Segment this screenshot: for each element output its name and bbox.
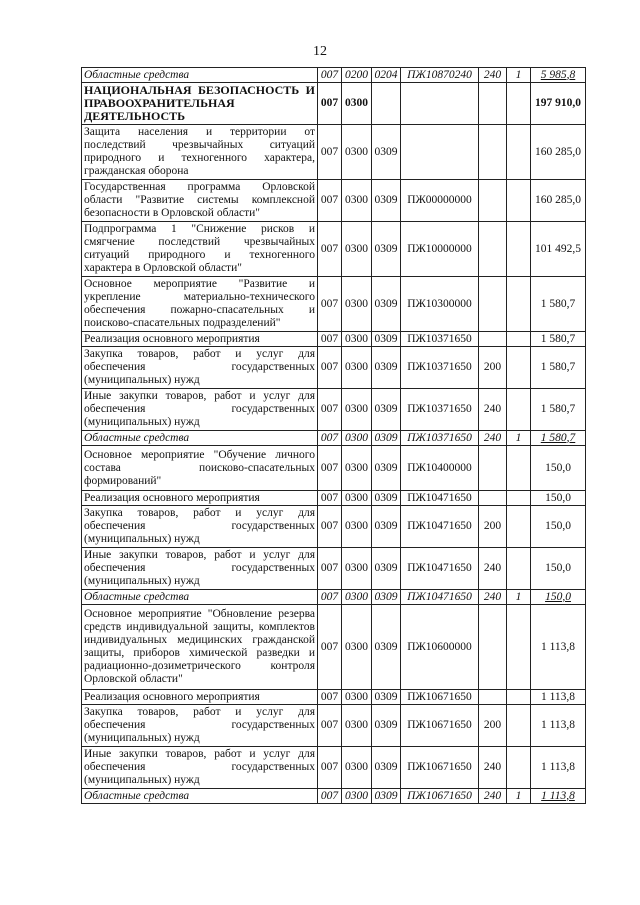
row-department-code: 007 (318, 747, 342, 789)
table-row (82, 789, 586, 804)
row-subsection-code: 0309 (372, 747, 401, 789)
row-expense-type-code (479, 446, 507, 491)
row-department-code: 007 (318, 347, 342, 389)
row-funding-source-code (507, 747, 531, 789)
row-expense-type-code: 240 (479, 590, 507, 605)
row-section-code: 0300 (342, 222, 372, 277)
row-subsection-code: 0309 (372, 222, 401, 277)
row-funding-source-code (507, 605, 531, 690)
row-department-code: 007 (318, 431, 342, 446)
row-amount: 160 285,0 (531, 125, 586, 180)
row-description: Основное мероприятие "Обучение личного состава поисково-спасательных формирований" (82, 446, 318, 491)
row-target-article-code (401, 83, 479, 125)
row-target-article-code: ПЖ10471650 (401, 548, 479, 590)
row-subsection-code: 0309 (372, 548, 401, 590)
table-row (82, 68, 586, 83)
row-subsection-code: 0309 (372, 389, 401, 431)
table-row (82, 605, 586, 690)
row-department-code: 007 (318, 548, 342, 590)
row-subsection-code: 0309 (372, 180, 401, 222)
row-section-code: 0300 (342, 347, 372, 389)
row-description: Закупка товаров, работ и услуг для обеспечения государственных (муниципальных) нужд (82, 705, 318, 747)
row-description: Государственная программа Орловской области "Развитие системы комплексной безопасности в Орловской области" (82, 180, 318, 222)
row-funding-source-code (507, 389, 531, 431)
row-funding-source-code (507, 222, 531, 277)
row-expense-type-code (479, 332, 507, 347)
row-expense-type-code: 200 (479, 347, 507, 389)
table-row (82, 548, 586, 590)
row-expense-type-code: 240 (479, 389, 507, 431)
row-subsection-code: 0309 (372, 277, 401, 332)
row-description: Реализация основного мероприятия (82, 491, 318, 506)
row-department-code: 007 (318, 705, 342, 747)
row-amount: 101 492,5 (531, 222, 586, 277)
row-target-article-code: ПЖ10300000 (401, 277, 479, 332)
row-department-code: 007 (318, 590, 342, 605)
row-expense-type-code: 240 (479, 548, 507, 590)
row-amount: 1 580,7 (531, 347, 586, 389)
row-amount-value: 1 580,7 (540, 431, 576, 444)
row-expense-type-code: 200 (479, 705, 507, 747)
row-department-code: 007 (318, 222, 342, 277)
row-funding-source-code (507, 491, 531, 506)
row-amount: 1 113,8 (531, 747, 586, 789)
row-subsection-code: 0309 (372, 590, 401, 605)
table-row (82, 506, 586, 548)
row-description: Реализация основного мероприятия (82, 332, 318, 347)
row-expense-type-code (479, 491, 507, 506)
row-target-article-code: ПЖ10471650 (401, 506, 479, 548)
row-description: Закупка товаров, работ и услуг для обеспечения государственных (муниципальных) нужд (82, 347, 318, 389)
row-funding-source-code: 1 (507, 789, 531, 804)
table-row (82, 83, 586, 125)
row-target-article-code: ПЖ10471650 (401, 491, 479, 506)
row-section-code: 0300 (342, 332, 372, 347)
row-amount (531, 590, 586, 605)
row-amount: 1 113,8 (531, 605, 586, 690)
row-section-code: 0300 (342, 180, 372, 222)
row-section-code: 0300 (342, 506, 372, 548)
row-target-article-code: ПЖ10870240 (401, 68, 479, 83)
row-description: Областные средства (82, 590, 318, 605)
row-subsection-code: 0309 (372, 446, 401, 491)
row-funding-source-code: 1 (507, 590, 531, 605)
row-section-code: 0300 (342, 389, 372, 431)
row-target-article-code: ПЖ10371650 (401, 431, 479, 446)
row-description: Подпрограмма 1 "Снижение рисков и смягчение последствий чрезвычайных ситуаций природного и техногенного характера в Орловской области" (82, 222, 318, 277)
row-section-code: 0300 (342, 590, 372, 605)
row-amount (531, 68, 586, 83)
row-department-code: 007 (318, 446, 342, 491)
row-section-code: 0300 (342, 605, 372, 690)
row-department-code: 007 (318, 125, 342, 180)
row-amount: 1 113,8 (531, 690, 586, 705)
row-department-code: 007 (318, 690, 342, 705)
row-department-code: 007 (318, 789, 342, 804)
row-department-code: 007 (318, 491, 342, 506)
row-target-article-code: ПЖ10400000 (401, 446, 479, 491)
table-row (82, 431, 586, 446)
row-description: Областные средства (82, 789, 318, 804)
row-description: Закупка товаров, работ и услуг для обеспечения государственных (муниципальных) нужд (82, 506, 318, 548)
row-funding-source-code (507, 690, 531, 705)
row-section-code: 0300 (342, 277, 372, 332)
row-target-article-code: ПЖ00000000 (401, 180, 479, 222)
row-subsection-code: 0309 (372, 705, 401, 747)
row-target-article-code: ПЖ10671650 (401, 789, 479, 804)
row-target-article-code (401, 125, 479, 180)
row-target-article-code: ПЖ10671650 (401, 747, 479, 789)
page-number: 12 (313, 44, 327, 59)
table-row (82, 180, 586, 222)
row-description: Иные закупки товаров, работ и услуг для обеспечения государственных (муниципальных) нужд (82, 389, 318, 431)
row-department-code: 007 (318, 332, 342, 347)
row-target-article-code: ПЖ10671650 (401, 705, 479, 747)
row-amount: 1 580,7 (531, 389, 586, 431)
row-subsection-code: 0309 (372, 125, 401, 180)
row-expense-type-code: 240 (479, 789, 507, 804)
row-section-code: 0300 (342, 548, 372, 590)
table-row (82, 690, 586, 705)
row-section-code: 0300 (342, 491, 372, 506)
table-row (82, 347, 586, 389)
row-subsection-code: 0309 (372, 347, 401, 389)
table-row (82, 491, 586, 506)
row-expense-type-code: 240 (479, 431, 507, 446)
row-section-code: 0300 (342, 690, 372, 705)
row-description: НАЦИОНАЛЬНАЯ БЕЗОПАСНОСТЬ И ПРАВООХРАНИТЕЛЬНАЯ ДЕЯТЕЛЬНОСТЬ (82, 83, 318, 125)
row-subsection-code: 0309 (372, 491, 401, 506)
row-subsection-code: 0309 (372, 789, 401, 804)
row-funding-source-code (507, 277, 531, 332)
row-funding-source-code (507, 347, 531, 389)
row-subsection-code: 0309 (372, 332, 401, 347)
row-amount: 150,0 (531, 491, 586, 506)
row-target-article-code: ПЖ10371650 (401, 347, 479, 389)
row-target-article-code: ПЖ10671650 (401, 690, 479, 705)
row-amount: 197 910,0 (531, 83, 586, 125)
row-funding-source-code (507, 705, 531, 747)
table-row (82, 332, 586, 347)
row-funding-source-code (507, 548, 531, 590)
row-section-code: 0300 (342, 789, 372, 804)
row-target-article-code: ПЖ10371650 (401, 332, 479, 347)
row-subsection-code: 0204 (372, 68, 401, 83)
row-funding-source-code: 1 (507, 431, 531, 446)
row-amount-value: 150,0 (545, 590, 571, 603)
row-expense-type-code: 240 (479, 68, 507, 83)
row-description: Защита населения и территории от последствий чрезвычайных ситуаций природного и техногенного характера, гражданская оборона (82, 125, 318, 180)
row-description: Иные закупки товаров, работ и услуг для обеспечения государственных (муниципальных) нужд (82, 548, 318, 590)
row-amount: 150,0 (531, 506, 586, 548)
row-section-code: 0200 (342, 68, 372, 83)
row-target-article-code: ПЖ10471650 (401, 590, 479, 605)
row-subsection-code: 0309 (372, 605, 401, 690)
row-description: Реализация основного мероприятия (82, 690, 318, 705)
row-department-code: 007 (318, 277, 342, 332)
row-funding-source-code (507, 83, 531, 125)
row-department-code: 007 (318, 605, 342, 690)
row-description: Областные средства (82, 431, 318, 446)
row-funding-source-code (507, 506, 531, 548)
row-amount-value: 1 113,8 (541, 789, 575, 802)
row-description: Областные средства (82, 68, 318, 83)
row-department-code: 007 (318, 506, 342, 548)
table-row (82, 277, 586, 332)
row-funding-source-code (507, 180, 531, 222)
row-target-article-code: ПЖ10600000 (401, 605, 479, 690)
row-expense-type-code (479, 690, 507, 705)
row-amount (531, 789, 586, 804)
row-amount: 1 580,7 (531, 332, 586, 347)
row-section-code: 0300 (342, 747, 372, 789)
table-row (82, 705, 586, 747)
row-subsection-code: 0309 (372, 690, 401, 705)
row-expense-type-code (479, 222, 507, 277)
row-section-code: 0300 (342, 705, 372, 747)
row-department-code: 007 (318, 180, 342, 222)
row-funding-source-code (507, 446, 531, 491)
row-description: Иные закупки товаров, работ и услуг для обеспечения государственных (муниципальных) нужд (82, 747, 318, 789)
row-subsection-code: 0309 (372, 506, 401, 548)
table-row (82, 125, 586, 180)
row-description: Основное мероприятие "Обновление резерва средств индивидуальной защиты, комплектов индивидуальных медицинских гражданской защиты, приборов химической разведки и радиационно-дозиметрического контроля Орловской области" (82, 605, 318, 690)
row-subsection-code (372, 83, 401, 125)
row-expense-type-code (479, 125, 507, 180)
table-row (82, 747, 586, 789)
row-expense-type-code (479, 180, 507, 222)
row-amount: 150,0 (531, 446, 586, 491)
row-section-code: 0300 (342, 83, 372, 125)
row-expense-type-code: 200 (479, 506, 507, 548)
row-amount: 150,0 (531, 548, 586, 590)
row-expense-type-code (479, 83, 507, 125)
row-expense-type-code (479, 277, 507, 332)
row-section-code: 0300 (342, 125, 372, 180)
table-row (82, 446, 586, 491)
row-expense-type-code (479, 605, 507, 690)
row-funding-source-code: 1 (507, 68, 531, 83)
row-department-code: 007 (318, 83, 342, 125)
row-subsection-code: 0309 (372, 431, 401, 446)
row-section-code: 0300 (342, 446, 372, 491)
row-section-code: 0300 (342, 431, 372, 446)
row-description: Основное мероприятие "Развитие и укрепление материально-технического обеспечения пожарно-спасательных и поисково-спасательных подразделений" (82, 277, 318, 332)
row-target-article-code: ПЖ10000000 (401, 222, 479, 277)
table-row (82, 389, 586, 431)
table-row (82, 222, 586, 277)
budget-table (81, 67, 586, 804)
row-amount-value: 5 985,8 (540, 68, 576, 81)
row-amount: 1 113,8 (531, 705, 586, 747)
row-amount: 1 580,7 (531, 277, 586, 332)
row-target-article-code: ПЖ10371650 (401, 389, 479, 431)
row-funding-source-code (507, 332, 531, 347)
row-department-code: 007 (318, 389, 342, 431)
row-funding-source-code (507, 125, 531, 180)
table-row (82, 590, 586, 605)
row-amount: 160 285,0 (531, 180, 586, 222)
row-expense-type-code: 240 (479, 747, 507, 789)
row-amount (531, 431, 586, 446)
row-department-code: 007 (318, 68, 342, 83)
